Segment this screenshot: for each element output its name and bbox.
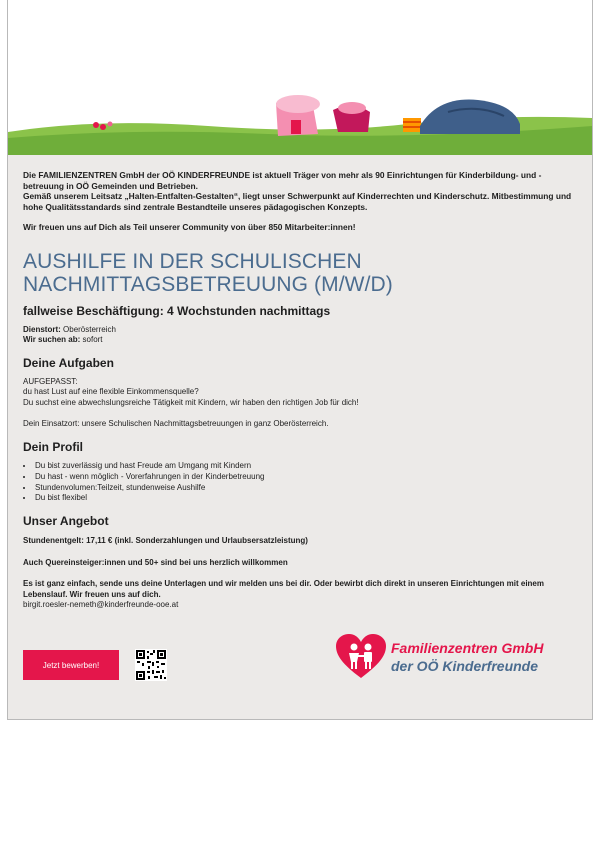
location-value: Oberösterreich	[63, 324, 116, 334]
list-item: • Du hast - wenn möglich - Vorerfahrungen in der Kinderbetreuung	[34, 472, 578, 483]
logo-text-line-1: Familienzentren GmbH	[391, 640, 544, 656]
offer-heading: Unser Angebot	[23, 514, 109, 529]
intro-paragraph-1: Die FAMILIENZENTREN GmbH der OÖ KINDERFREUNDE ist aktuell Träger von mehr als 90 Einrichtungen für Kinderbildung- und -betreuung in OÖ Gemeinden und Betrieben.	[23, 170, 542, 191]
welcome-text: Auch Quereinsteiger:innen und 50+ sind bei uns herzlich willkommen	[23, 557, 288, 567]
job-title-line-1: AUSHILFE IN DER SCHULISCHEN	[23, 249, 362, 273]
contact-email[interactable]: birgit.roesler-nemeth@kinderfreunde-ooe.at	[23, 600, 179, 610]
header-illustration	[8, 0, 592, 155]
tasks-heading: Deine Aufgaben	[23, 355, 114, 370]
list-item: • Du bist flexibel	[34, 493, 578, 504]
start-label: Wir suchen ab:	[23, 335, 81, 345]
tasks-line-1: AUFGEPASST:	[23, 376, 78, 386]
intro-paragraph-2: Gemäß unserem Leitsatz „Halten-Entfalten-Gestalten“, liegt unser Schwerpunkt auf Kinderrechten und Kinderschutz. Mitbestimmung und hohe Qualitätsstandards sind zentrale Bestandteile unseres pädagogischen Konzepts.	[23, 191, 572, 212]
job-title	[23, 250, 578, 296]
apply-button[interactable]: Jetzt bewerben!	[23, 650, 119, 680]
intro-paragraph-3: Wir freuen uns auf Dich als Teil unserer Community von über 850 Mitarbeiter:innen!	[23, 222, 356, 233]
job-posting-card	[7, 0, 593, 720]
content	[23, 170, 578, 610]
list-item: • Du bist zuverlässig und hast Freude am Umgang mit Kindern	[34, 461, 578, 472]
organization-logo	[336, 634, 576, 684]
location-label: Dienstort:	[23, 324, 61, 334]
job-title-line-2: NACHMITTAGSBETREUUNG (M/W/D)	[23, 272, 393, 296]
profile-list	[23, 461, 578, 504]
logo-text-line-2: der OÖ Kinderfreunde	[391, 658, 539, 674]
assignment-text: Dein Einsatzort: unsere Schulischen Nachmittagsbetreuungen in ganz Oberösterreich.	[23, 419, 329, 429]
application-text: Es ist ganz einfach, sende uns deine Unterlagen und wir melden uns bei dir. Oder bewirbt dich direkt in unseren Einrichtungen mit einem Lebenslauf. Wir freuen uns auf dich.	[23, 579, 544, 599]
tasks-text	[23, 377, 578, 409]
employment-subtitle: fallweise Beschäftigung: 4 Wochstunden nachmittags	[23, 303, 331, 318]
illustration-graphic	[8, 0, 592, 155]
tasks-line-3: Du suchst eine abwechslungsreiche Tätigkeit mit Kindern, wir haben den richtigen Job für dich!	[23, 397, 359, 407]
list-item: • Stundenvolumen:Teilzeit, stundenweise Aushilfe	[34, 483, 578, 494]
heart-children-logo-icon	[336, 634, 386, 680]
job-meta	[23, 325, 578, 346]
start-value: sofort	[82, 335, 103, 345]
profile-heading: Dein Profil	[23, 439, 84, 454]
salary-text: Stundenentgelt: 17,11 € (inkl. Sonderzahlungen und Urlaubsersatzleistung)	[23, 536, 308, 546]
qr-code[interactable]	[135, 649, 167, 681]
tasks-line-2: du hast Lust auf eine flexible Einkommensquelle?	[23, 387, 199, 397]
